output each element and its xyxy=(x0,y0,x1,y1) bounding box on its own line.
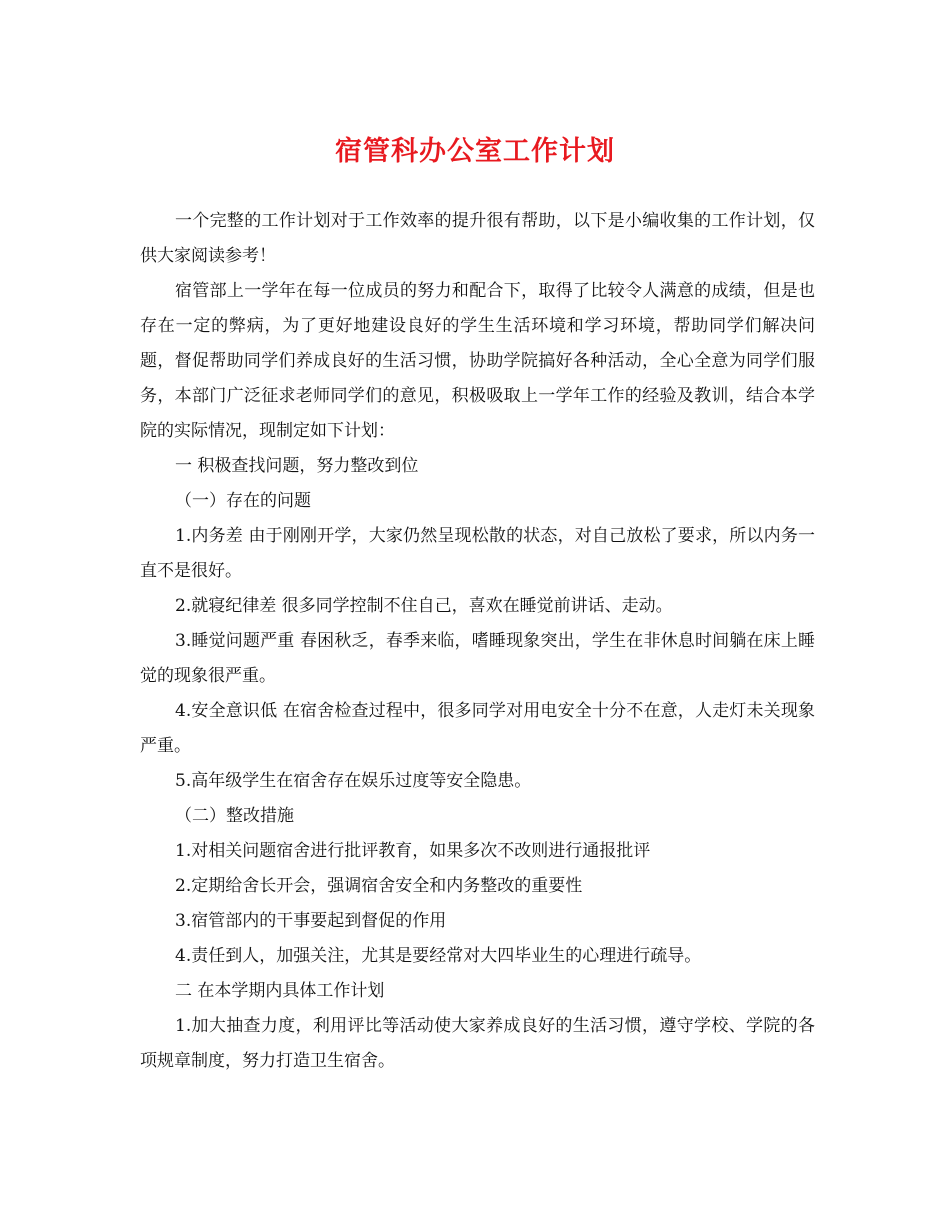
section-heading-2: 二 在本学期内具体工作计划 xyxy=(175,981,385,1001)
plan-item-1: 1.加大抽查力度，利用评比等活动使大家养成良好的生活习惯，遵守学校、学院的各项规章制度，努力打造卫生宿舍。 xyxy=(140,1016,815,1071)
problem-item-5: 5.高年级学生在宿舍存在娱乐过度等安全隐患。 xyxy=(175,771,532,791)
subsection-heading-measures: （二）整改措施 xyxy=(175,806,294,826)
paragraph-background: 宿管部上一学年在每一位成员的努力和配合下，取得了比较令人满意的成绩，但是也存在一定的弊病，为了更好地建设良好的学生生活环境和学习环境，帮助同学们解决问题，督促帮助同学们养成良好的生活习惯，协助学院搞好各种活动，全心全意为同学们服务，本部门广泛征求老师同学们的意见，积极吸取上一学年工作的经验及教训，结合本学院的实际情况，现制定如下计划： xyxy=(140,281,815,441)
measure-item-3: 3.宿管部内的干事要起到督促的作用 xyxy=(175,911,447,931)
measure-item-4: 4.责任到人，加强关注，尤其是要经常对大四毕业生的心理进行疏导。 xyxy=(175,946,702,966)
problem-item-4: 4.安全意识低 在宿舍检查过程中，很多同学对用电安全十分不在意，人走灯未关现象严重。 xyxy=(140,701,815,756)
subsection-heading-problems: （一）存在的问题 xyxy=(175,491,311,511)
measure-item-1: 1.对相关问题宿舍进行批评教育，如果多次不改则进行通报批评 xyxy=(175,841,651,861)
section-heading-1: 一 积极查找问题，努力整改到位 xyxy=(175,456,419,476)
document-title: 宿管科办公室工作计划 xyxy=(335,136,615,167)
measure-item-2: 2.定期给舍长开会，强调宿舍安全和内务整改的重要性 xyxy=(175,876,583,896)
problem-item-2: 2.就寝纪律差 很多同学控制不住自己，喜欢在睡觉前讲话、走动。 xyxy=(175,596,673,616)
document-body xyxy=(140,204,815,1079)
problem-item-3: 3.睡觉问题严重 春困秋乏，春季来临，嗜睡现象突出，学生在非休息时间躺在床上睡觉的现象很严重。 xyxy=(140,631,815,686)
paragraph-intro: 一个完整的工作计划对于工作效率的提升很有帮助，以下是小编收集的工作计划，仅供大家阅读参考！ xyxy=(140,211,815,266)
problem-item-1: 1.内务差 由于刚刚开学，大家仍然呈现松散的状态，对自己放松了要求，所以内务一直不是很好。 xyxy=(140,526,815,581)
